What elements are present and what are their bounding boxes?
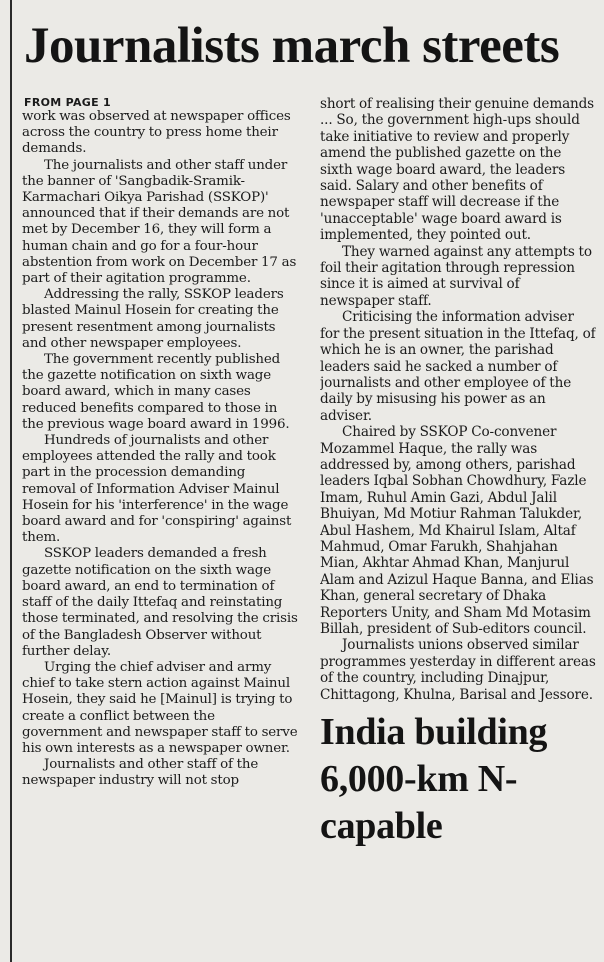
paragraph: Hundreds of journalists and other employees attended the rally and took part in the procession demanding removal of Information Adviser Mainul Hosein for his 'interference' in the wage board award and for 'conspiring' against them. — [22, 433, 292, 546]
paragraph: They warned against any attempts to foil their agitation through repression since it is aimed at survival of newspaper staff. — [320, 243, 592, 309]
paragraph: Chaired by SSKOP Co-convener Mozammel Haque, the rally was addressed by, among others, parishad leaders Iqbal Sobhan Chowdhury, Fazle Imam, Ruhul Amin Gazi, Abdul Jalil Bhuiyan, Md Motiur Rahman Talukder, Abul Hashem, Md Khairul Islam, Altaf Mahmud, Omar Farukh, Shahjahan Mian, Akhtar Ahmad Khan, Manjurul Alam and Azizul Haque Banna, and Elias Khan, general secretary of Dhaka Reporters Unity, and Sham Md Motasim Billah, president of Sub-editors council. — [320, 424, 594, 637]
paragraph: short of realising their genuine demands ... So, the government high-ups should take initiative to review and properly amend the published gazette on the sixth wage board award, the leaders said. Salary and other benefits of newspaper staff will decrease if the 'unacceptable' wage board award is implemented, they pointed out. — [320, 96, 595, 244]
paragraph: Addressing the rally, SSKOP leaders blasted Mainul Hosein for creating the present resentment among journalists and other newspaper employees. — [22, 287, 284, 351]
paragraph: SSKOP leaders demanded a fresh gazette notification on the sixth wage board award, an end to termination of staff of the daily Ittefaq and reinstating those terminated, and resolving the crisis of the Bangladesh Observer without further delay. — [22, 546, 298, 659]
paragraph: Criticising the information adviser for the present situation in the Ittefaq, of which he is an owner, the parishad leaders said he sacked a number of journalists and other employee of the daily by misusing his power as an adviser. — [320, 309, 596, 424]
paragraph: The government recently published the gazette notification on sixth wage board award, which in many cases reduced benefits compared to those in the previous wage board award in 1996. — [22, 352, 290, 432]
continuation-kicker: FROM PAGE 1 — [24, 96, 112, 109]
left-column — [22, 96, 298, 962]
paragraph: Urging the chief adviser and army chief to take stern action against Mainul Hosein, they said he [Mainul] is trying to create a conflict between the government and newspaper staff to serve his own interests as a newspaper owner. — [22, 659, 298, 756]
paragraph: The journalists and other staff under the banner of 'Sangbadik-Sramik-Karmachari Oikya Parishad (SSKOP)' announced that if their demands are not met by December 16, they will form a human chain and go for a four-hour abstention from work on December 17 as part of their agitation programme. — [22, 157, 297, 287]
paragraph: work was observed at newspaper offices across the country to press home their demands. — [22, 109, 291, 157]
article-headline: Journalists march streets — [24, 18, 560, 74]
column-rule — [10, 0, 12, 962]
paragraph: Journalists and other staff of the newspaper industry will not stop — [22, 757, 259, 789]
paragraph: Journalists unions observed similar programmes yesterday in different areas of the country, including Dinajpur, Chittagong, Khulna, Barisal and Jessore. — [320, 637, 596, 703]
right-column — [320, 96, 596, 962]
next-article-headline: India building 6,000-km N-capable — [320, 711, 548, 848]
